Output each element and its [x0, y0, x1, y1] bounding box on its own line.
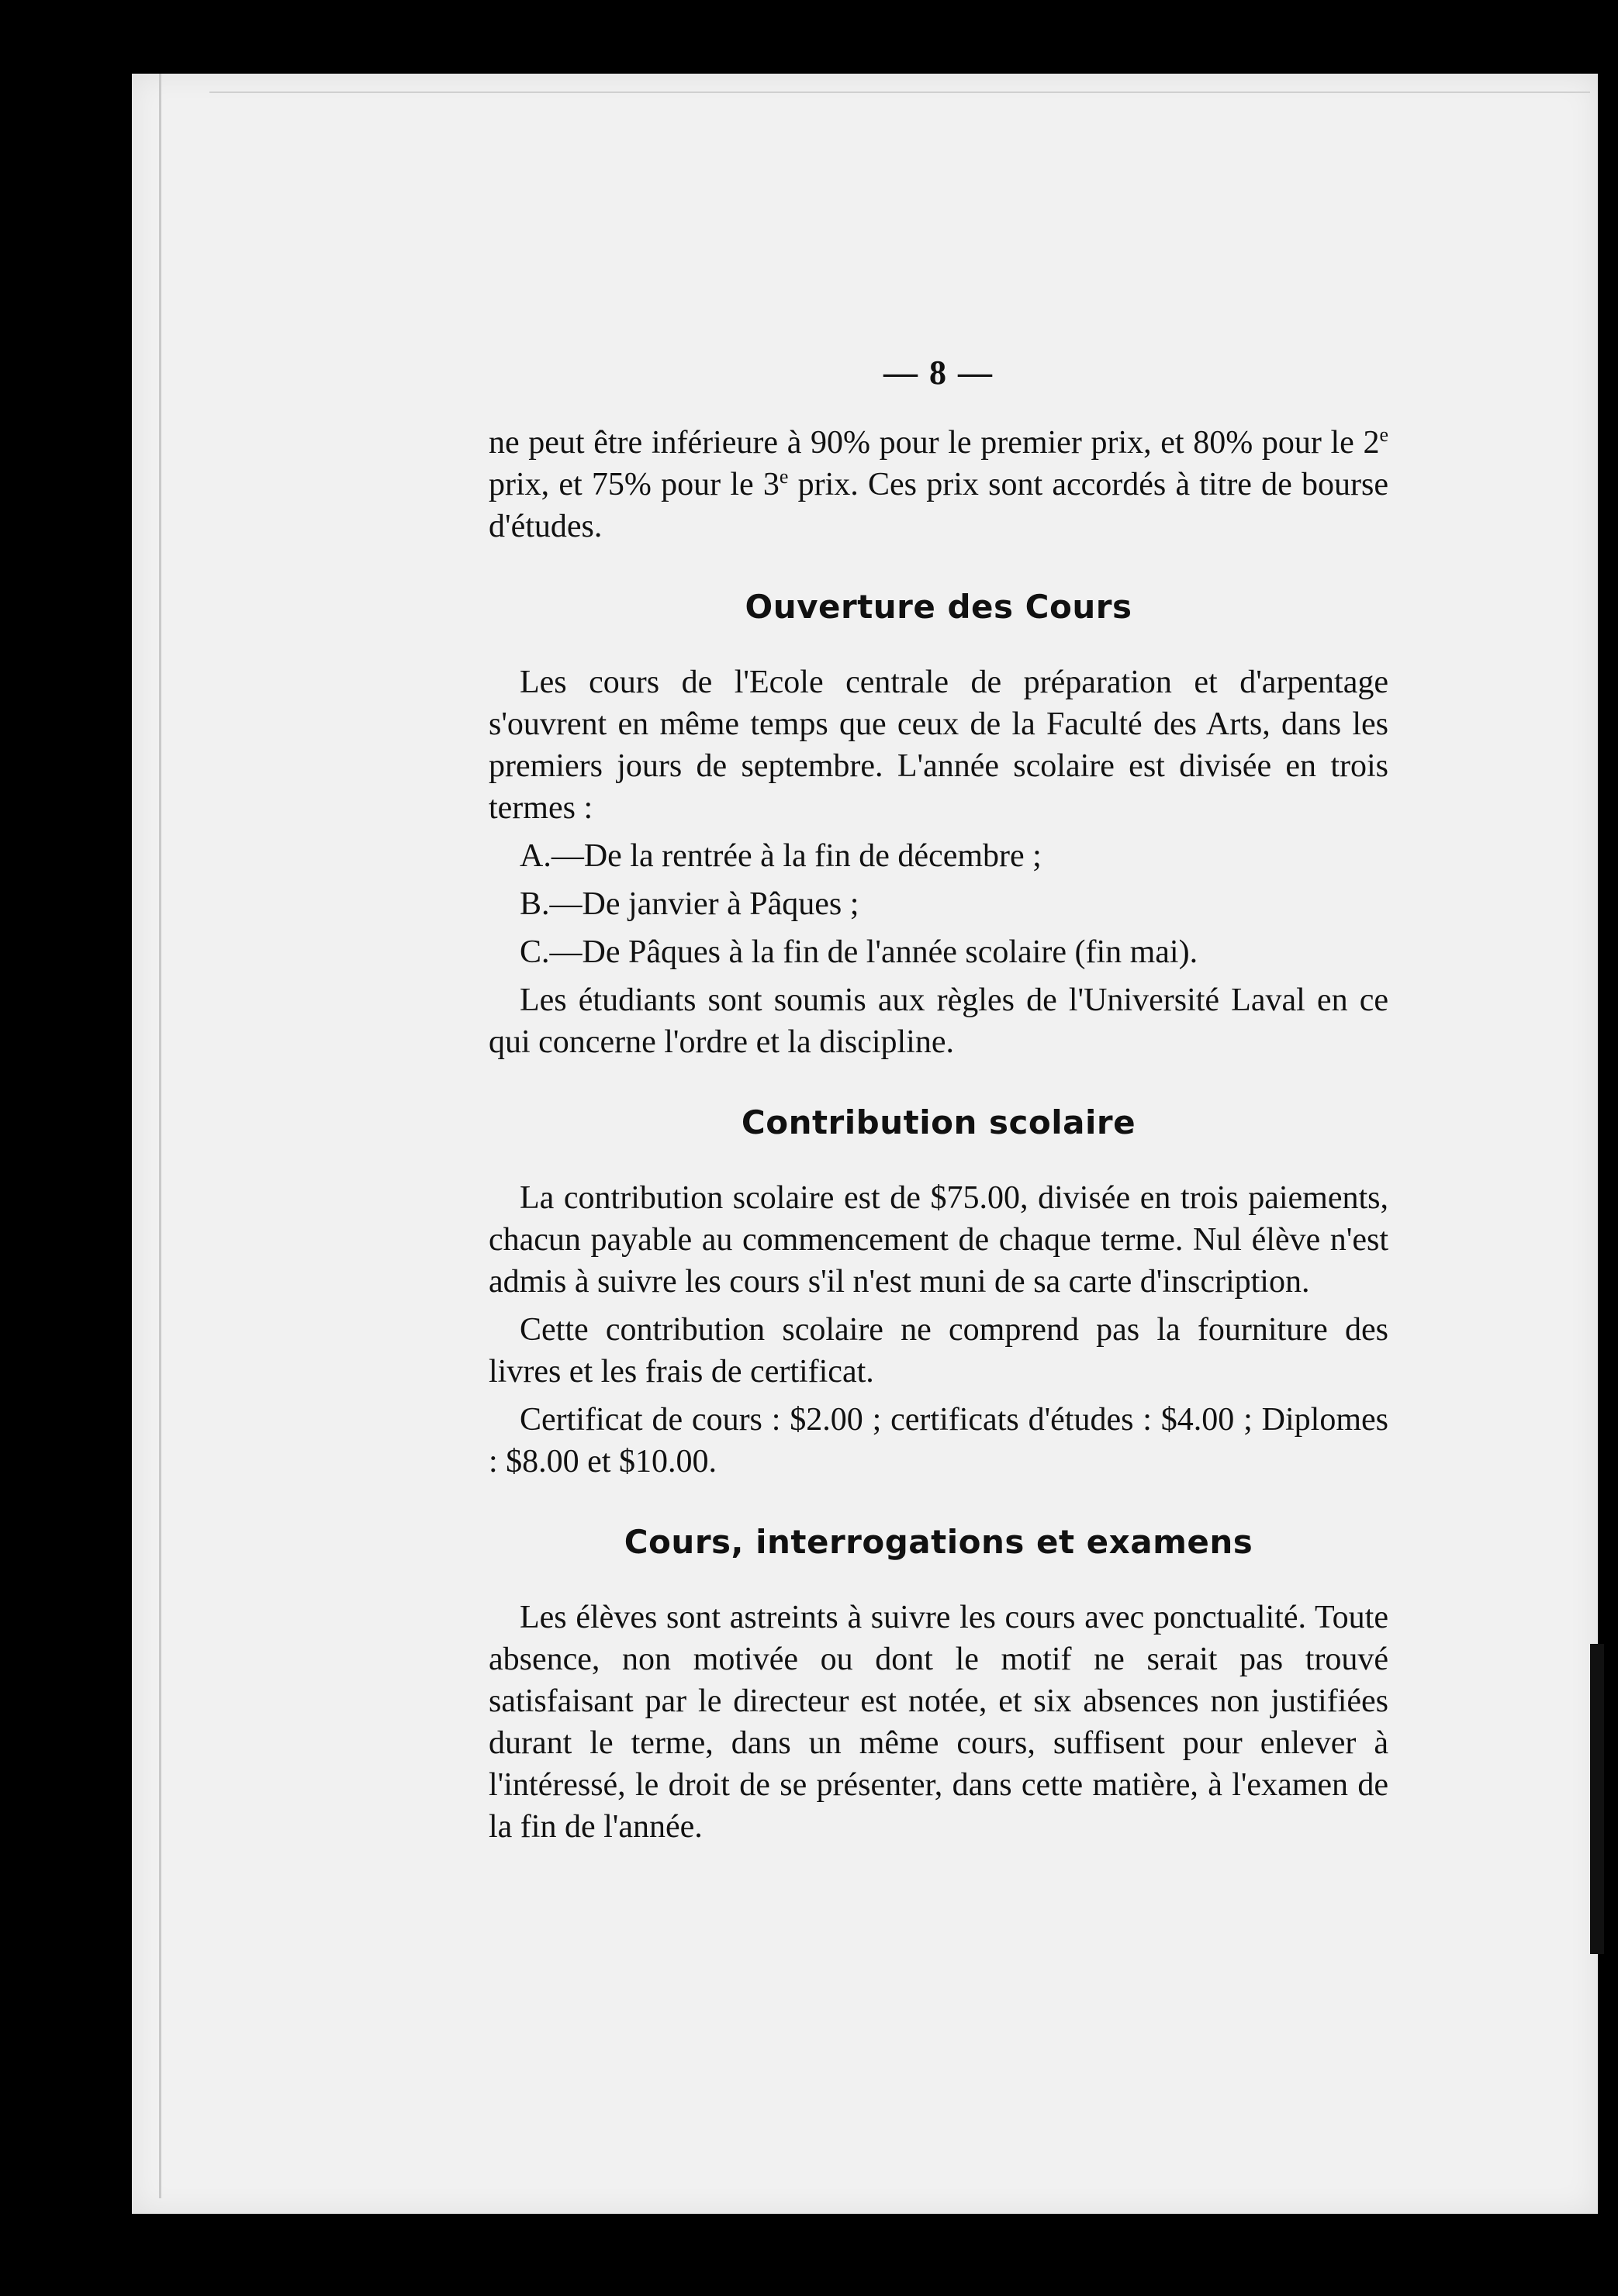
page-top-edge: [209, 91, 1590, 93]
page-number: — 8 —: [883, 354, 994, 392]
paragraph-ouverture-intro: Les cours de l'Ecole centrale de préparation et d'arpentage s'ouvrent en même temps que ceux de la Faculté des Arts, dans les premiers jours de septembre. L'année scolaire est divisée en trois termes :: [489, 665, 1388, 826]
adjacent-page-edge: [1590, 1644, 1604, 1954]
paragraph-discipline: Les étudiants sont soumis aux règles de l'Université Laval en ce qui concerne l'ordre et la discipline.: [489, 982, 1388, 1060]
paragraph-attendance: Les élèves sont astreints à suivre les cours avec ponctualité. Toute absence, non motivée ou dont le motif ne serait pas trouvé satisfaisant par le directeur est notée, et six absences non justifiées durant le terme, dans un même cours, suffisent pour enlever à l'intéressé, le droit de se présenter, dans cette matière, à l'examen de la fin de l'année.: [489, 1600, 1388, 1845]
paragraph-contribution-fee: La contribution scolaire est de $75.00, divisée en trois paiements, chacun payable au commencement de chaque terme. Nul élève n'est admis à suivre les cours s'il n'est muni de sa carte d'inscription.: [489, 1180, 1388, 1300]
section-heading-ouverture: Ouverture des Cours: [745, 588, 1132, 626]
term-item-b: B.—De janvier à Pâques ;: [520, 886, 859, 922]
page-binding-edge: [159, 74, 161, 2198]
paragraph-certificate-fees: Certificat de cours : $2.00 ; certificats d'études : $4.00 ; Diplomes : $8.00 et $10.00.: [489, 1402, 1388, 1479]
term-item-a: A.—De la rentrée à la fin de décembre ;: [520, 838, 1042, 874]
term-item-c: C.—De Pâques à la fin de l'année scolaire (fin mai).: [520, 934, 1198, 970]
paragraph-contribution-exclusions: Cette contribution scolaire ne comprend pas la fourniture des livres et les frais de certificat.: [489, 1312, 1388, 1390]
section-heading-contribution: Contribution scolaire: [741, 1103, 1136, 1141]
text-column: [489, 353, 1388, 1848]
continuation-paragraph: ne peut être inférieure à 90% pour le premier prix, et 80% pour le 2e prix, et 75% pour le 3e prix. Ces prix sont accordés à titre de bourse d'études.: [489, 423, 1388, 544]
section-heading-examens: Cours, interrogations et examens: [624, 1523, 1253, 1561]
